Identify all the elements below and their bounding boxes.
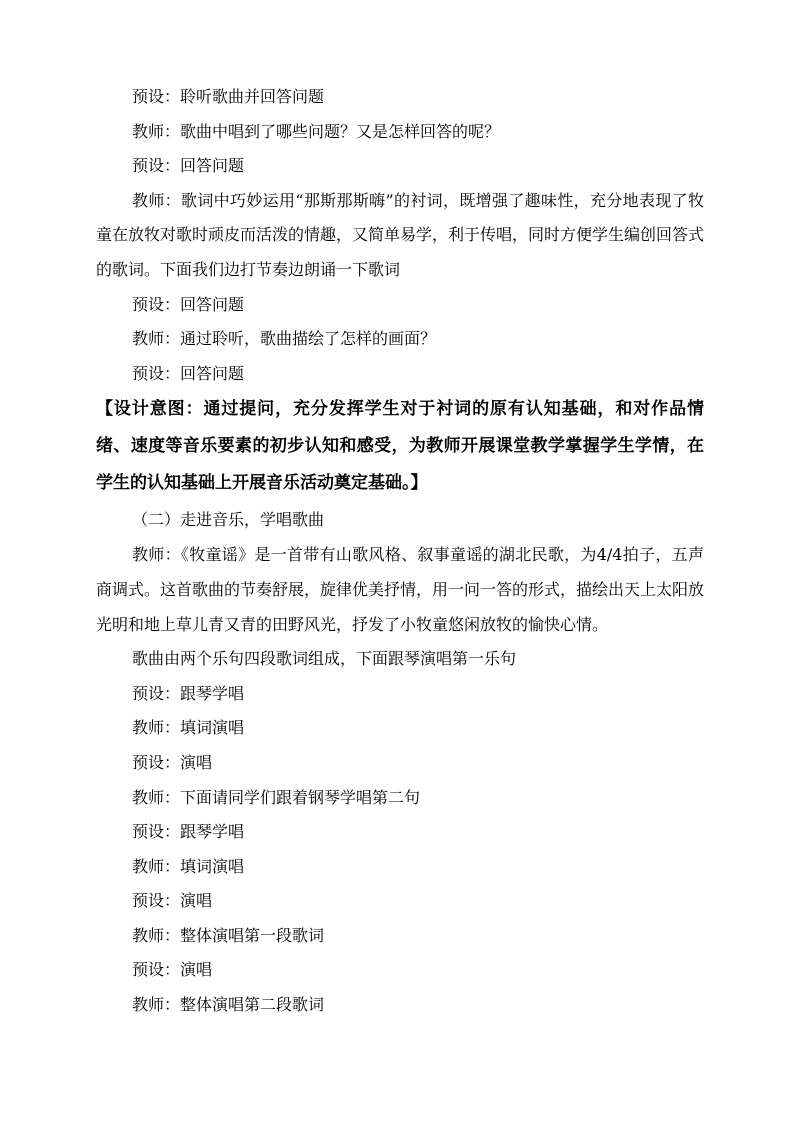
paragraph: 歌曲由两个乐句四段歌词组成，下面跟琴演唱第一乐句: [132, 649, 517, 669]
paragraph: 预设：演唱: [132, 891, 213, 911]
paragraph: 预设：演唱: [132, 752, 213, 772]
document-page: [96, 80, 704, 1023]
paragraph: 教师：整体演唱第一段歌词: [132, 925, 325, 945]
section-heading: （二）走进音乐，学唱歌曲: [132, 510, 325, 530]
paragraph: 教师：填词演唱: [132, 856, 245, 876]
paragraph: 预设：跟琴学唱: [132, 683, 245, 703]
paragraph: 教师：歌词中巧妙运用“那斯那斯嗨”的衬词，既增强了趣味性，充分地表现了牧童在放牧对歌时顽皮而活泼的情趣，又简单易学，利于传唱，同时方便学生编创回答式的歌词。下面我们边打节奏边朗诵一下歌词: [96, 190, 705, 279]
paragraph: 预设：演唱: [132, 960, 213, 980]
paragraph: 预设：回答问题: [132, 156, 245, 176]
paragraph: 教师：通过聆听，歌曲描绘了怎样的画面？: [132, 329, 437, 349]
paragraph: 教师：下面请同学们跟着钢琴学唱第二句: [132, 787, 421, 807]
design-intent-paragraph: 【设计意图：通过提问，充分发挥学生对于衬词的原有认知基础，和对作品情绪、速度等音乐要素的初步认知和感受，为教师开展课堂教学掌握学生学情，在学生的认知基础上开展音乐活动奠定基础。】: [96, 399, 704, 494]
paragraph: 预设：聆听歌曲并回答问题: [132, 87, 325, 106]
paragraph: 教师：填词演唱: [132, 718, 245, 738]
paragraph: 预设：回答问题: [132, 294, 245, 314]
paragraph: 教师：整体演唱第二段歌词: [132, 995, 325, 1015]
paragraph: 教师：《牧童谣》是一首带有山歌风格、叙事童谣的湖北民歌，为4/4拍子，五声商调式。这首歌曲的节奏舒展，旋律优美抒情，用一问一答的形式，描绘出天上太阳放光明和地上草儿青又青的田野风光，抒发了小牧童悠闲放牧的愉快心情。: [96, 545, 705, 634]
paragraph: 预设：回答问题: [132, 363, 245, 383]
paragraph: 教师：歌曲中唱到了哪些问题？又是怎样回答的呢？: [132, 121, 501, 141]
paragraph: 预设：跟琴学唱: [132, 822, 245, 842]
